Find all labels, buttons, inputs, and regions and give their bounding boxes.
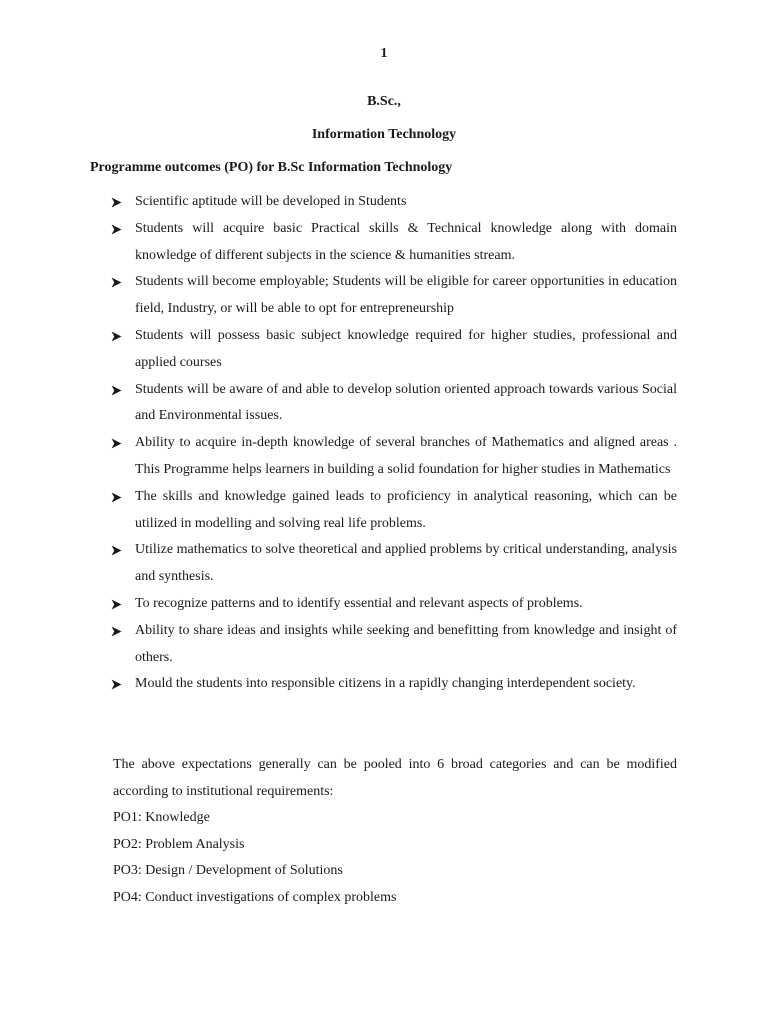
degree-title: B.Sc., <box>367 94 401 109</box>
outcome-text: The skills and knowledge gained leads to proficiency in analytical reasoning, which can be utilized in modelling and solving real life problems. <box>135 488 677 531</box>
outcome-item <box>110 537 677 591</box>
outcome-item <box>110 484 677 538</box>
arrowhead-bullet-icon <box>111 385 122 396</box>
arrowhead-bullet-icon <box>111 492 122 503</box>
outcome-item <box>110 269 677 323</box>
arrowhead-bullet-icon <box>111 679 122 690</box>
outcome-text: Utilize mathematics to solve theoretical and applied problems by critical understanding, analysis and synthesis. <box>135 542 677 585</box>
po-item: PO3: Design / Development of Solutions <box>113 863 343 878</box>
po-item: PO1: Knowledge <box>113 810 210 825</box>
outcome-text: To recognize patterns and to identify essential and relevant aspects of problems. <box>135 595 583 611</box>
outcome-text: Students will acquire basic Practical skills & Technical knowledge along with domain knowledge of different subjects in the science & humanities stream. <box>135 220 677 263</box>
outcome-item <box>110 377 677 431</box>
page-number: 1 <box>380 46 388 61</box>
arrowhead-bullet-icon <box>111 545 122 556</box>
outcome-item <box>110 591 677 618</box>
outcome-text: Scientific aptitude will be developed in Students <box>135 194 407 209</box>
arrowhead-bullet-icon <box>111 626 122 637</box>
outcome-text: Students will become employable; Students will be eligible for career opportunities in education field, Industry, or will be able to opt for entrepreneurship <box>135 274 677 317</box>
outcome-text: Students will be aware of and able to develop solution oriented approach towards various Social and Environmental issues. <box>135 381 677 424</box>
outcome-text: Ability to acquire in-depth knowledge of several branches of Mathematics and aligned areas . This Programme helps learners in building a solid foundation for higher studies in Mathematics <box>135 435 677 477</box>
po-list <box>113 805 396 911</box>
arrowhead-bullet-icon <box>111 331 122 342</box>
outcomes-list <box>110 189 677 698</box>
outcome-item <box>110 189 677 216</box>
outcome-item <box>110 216 677 270</box>
arrowhead-bullet-icon <box>111 197 122 208</box>
arrowhead-bullet-icon <box>111 277 122 288</box>
subject-title: Information Technology <box>311 127 457 142</box>
outcome-item <box>110 430 677 484</box>
section-heading: Programme outcomes (PO) for B.Sc Information Technology <box>90 160 453 175</box>
po-item: PO2: Problem Analysis <box>113 836 245 852</box>
outcome-text: Mould the students into responsible citizens in a rapidly changing interdependent society. <box>135 676 636 692</box>
arrowhead-bullet-icon <box>111 438 122 449</box>
outcome-text: Ability to share ideas and insights while seeking and benefitting from knowledge and insight of others. <box>135 622 677 665</box>
outcome-text: Students will possess basic subject knowledge required for higher studies, professional and applied courses <box>135 327 677 370</box>
arrowhead-bullet-icon <box>111 224 122 235</box>
outcome-item <box>110 671 677 698</box>
po-item: PO4: Conduct investigations of complex problems <box>113 889 397 905</box>
outcome-item <box>110 323 677 377</box>
arrowhead-bullet-icon <box>111 599 122 610</box>
summary-paragraph: The above expectations generally can be pooled into 6 broad categories and can be modified according to institutional requirements: <box>113 757 677 799</box>
outcome-item <box>110 618 677 672</box>
